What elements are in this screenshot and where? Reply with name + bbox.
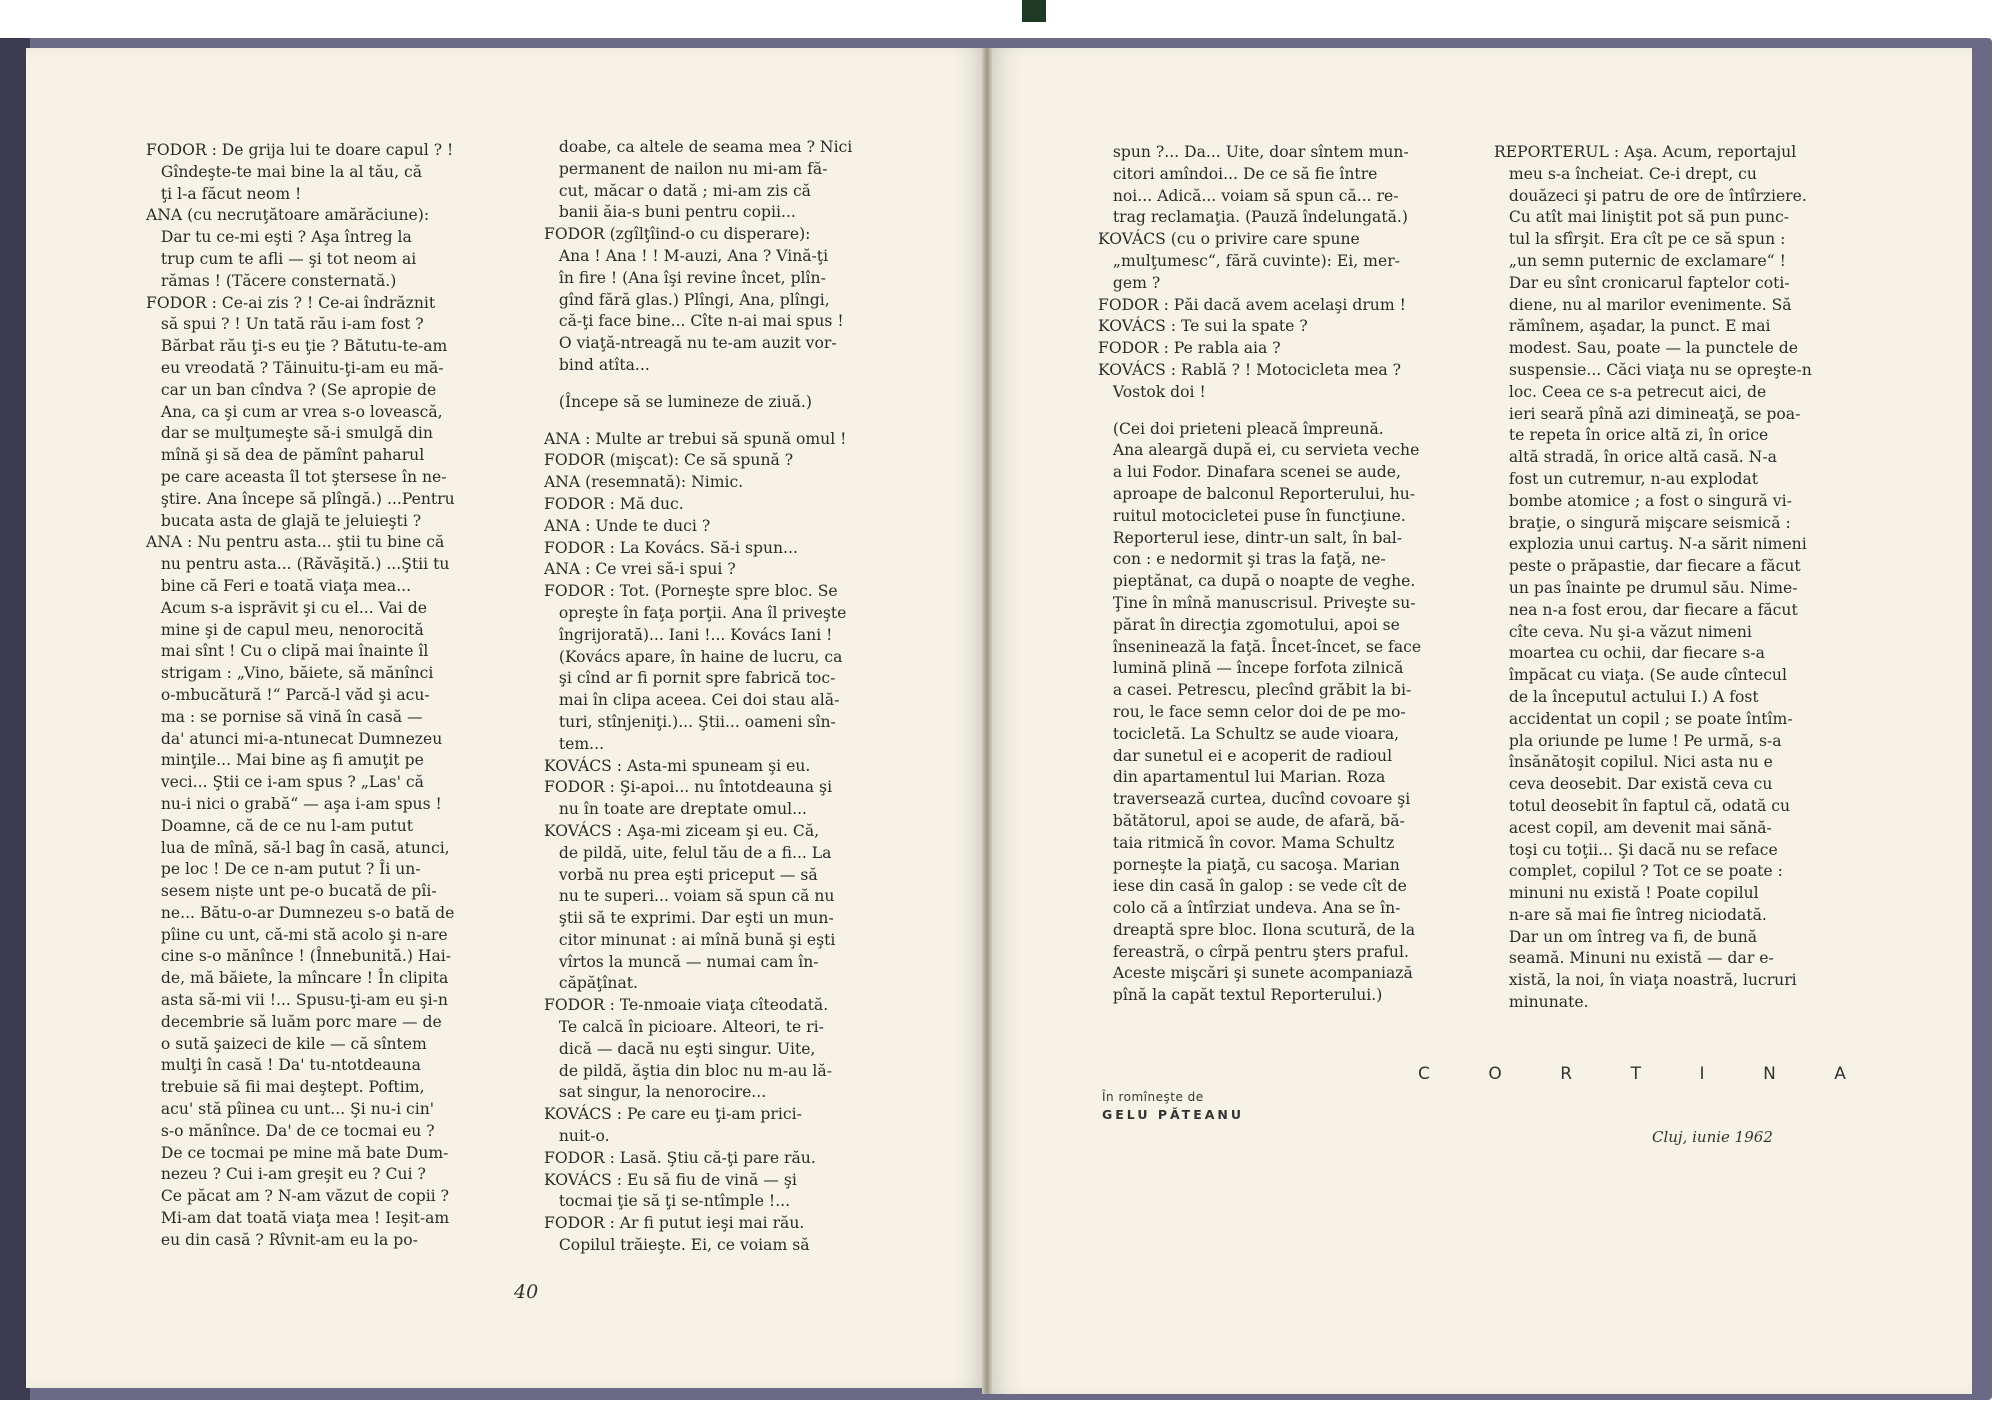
text-line: totul deosebit în faptul că, odată cu (1494, 796, 1790, 815)
text-line: ţi l-a făcut neom ! (146, 184, 302, 203)
text-line: de, mă băiete, la mîncare ! În clipita (146, 969, 449, 988)
text-line: ma : se pornise să vină în casă — (146, 707, 423, 726)
text-line: Vostok doi ! (1098, 382, 1206, 401)
text-line: cut, măcar o dată ; mi-am zis că (544, 181, 811, 200)
text-line: Gîndeşte-te mai bine la al tău, că (146, 162, 423, 181)
text-line: minţile... Mai bine aş fi amuţit pe (146, 751, 424, 770)
text-line: KOVÁCS : Rablă ? ! Motocicleta mea ? (1098, 360, 1401, 379)
text-line: Dar eu sînt cronicarul faptelor coti- (1494, 273, 1790, 292)
text-line: nuit-o. (544, 1127, 610, 1146)
text-line: nu te superi... voiam să spun că nu (544, 887, 835, 906)
text-line: meu s-a încheiat. Ce-i drept, cu (1494, 164, 1757, 183)
text-line: Ana, ca şi cum ar vrea s-o lovească, (146, 402, 443, 421)
text-line: da' atunci mi-a-ntunecat Dumnezeu (146, 729, 443, 748)
text-line: nu pentru asta... (Răvăşită.) ...Ştii tu (146, 555, 450, 574)
text-line: car un ban cîndva ? (Se apropie de (146, 380, 437, 399)
text-line: explozia unui cartuş. N-a sărit nimeni (1494, 535, 1807, 554)
cortina-letter: N (1763, 1064, 1776, 1084)
text-line: strigam : „Vino, băiete, să mănînci (146, 664, 434, 683)
cortina-letter: C (1418, 1064, 1430, 1084)
text-line: de pildă, uite, felul tău de a fi... La (544, 843, 832, 862)
text-line: ANA (resemnată): Nimic. (544, 473, 744, 492)
background-object (1022, 0, 1046, 22)
text-line: Aceste mişcări şi sunete acompaniază (1098, 964, 1413, 983)
text-line: trebuie să fii mai deştept. Poftim, (146, 1078, 425, 1097)
text-line: citor minunat : ai mînă bună şi eşti (544, 930, 836, 949)
text-line: xistă, la noi, în viaţa noastră, lucruri (1494, 971, 1797, 990)
text-line: loc. Ceea ce s-a petrecut aici, de (1494, 382, 1767, 401)
text-line: Mi-am dat toată viaţa mea ! Ieşit-am (146, 1209, 450, 1228)
text-line: KOVÁCS : Te sui la spate ? (1098, 317, 1308, 336)
text-line: Ţine în mînă manuscrisul. Priveşte su- (1098, 593, 1416, 612)
text-line: (Kovács apare, în haine de lucru, ca (544, 647, 843, 666)
text-line: FODOR : Mă duc. (544, 494, 684, 513)
text-line: mine şi de capul meu, nenorocită (146, 620, 424, 639)
text-line: bind atîta... (544, 355, 650, 374)
text-line: dar se mulţumeşte să-i smulgă din (146, 424, 433, 443)
text-line: permanent de nailon nu mi-am fă- (544, 159, 828, 178)
text-line: pe care aceasta îl tot ştersese în ne- (146, 467, 447, 486)
text-line: aproape de balconul Reporterului, hu- (1098, 484, 1416, 503)
text-line: ANA : Unde te duci ? (544, 516, 711, 535)
cortina-heading (1418, 1064, 1846, 1084)
text-line: ANA (cu necruţătoare amărăciune): (146, 206, 430, 225)
text-line: Dar tu ce-mi eşti ? Aşa întreg la (146, 228, 412, 247)
text-line: sat singur, la nenorocire... (544, 1083, 767, 1102)
text-line: fereastră, o cîrpă pentru şters praful. (1098, 942, 1409, 961)
text-line: mînă şi să dea de pămînt paharul (146, 446, 425, 465)
text-line: braţie, o singură mişcare seismică : (1494, 513, 1791, 532)
text-line: tocicletă. La Schultz se aude vioara, (1098, 724, 1400, 743)
text-line: împăcat cu viaţa. (Se aude cîntecul (1494, 666, 1787, 685)
text-line: diene, nu al marilor evenimente. Să (1494, 295, 1792, 314)
text-line: Doamne, că de ce nu l-am putut (146, 816, 414, 835)
text-line (1098, 404, 1443, 419)
text-line: pîine cu unt, că-mi stă acolo şi n-are (146, 925, 448, 944)
book-gutter (982, 48, 992, 1394)
text-line: FODOR : Tot. (Porneşte spre bloc. Se (544, 582, 838, 601)
text-line: gem ? (1098, 273, 1161, 292)
text-line: lumină plină — începe forfota zilnică (1098, 659, 1404, 678)
text-line: ştire. Ana începe să plîngă.) ...Pentru (146, 489, 455, 508)
text-line: FODOR : Ar fi putut ieşi mai rău. (544, 1214, 805, 1233)
text-line: opreşte în faţa porţii. Ana îl priveşte (544, 603, 847, 622)
translator-credit (1102, 1090, 1244, 1122)
text-line: să spui ? ! Un tată rău i-am fost ? (146, 315, 424, 334)
text-line: părat în direcţia zgomotului, apoi se (1098, 615, 1400, 634)
text-line: o-mbucătură !“ Parcă-l văd şi acu- (146, 685, 430, 704)
text-line: De ce tocmai pe mine mă bate Dum- (146, 1143, 449, 1162)
text-line: FODOR : La Kovács. Să-i spun... (544, 538, 798, 557)
text-line: traversează curtea, ducînd covoare şi (1098, 790, 1411, 809)
text-line: acu' stă pîinea cu unt... Şi nu-i cin' (146, 1100, 435, 1119)
text-line: Ce păcat am ? N-am văzut de copii ? (146, 1187, 449, 1206)
cortina-letter: T (1630, 1064, 1642, 1084)
text-line: toşi cu toţii... Şi dacă nu se reface (1494, 840, 1778, 859)
text-line: pla oriunde pe lume ! Pe urmă, s-a (1494, 731, 1782, 750)
text-line: ruitul motocicletei puse în funcţiune. (1098, 506, 1406, 525)
text-line: FODOR : Pe rabla aia ? (1098, 339, 1281, 358)
text-line: peste o prăpastie, dar fiecare a făcut (1494, 557, 1801, 576)
text-line: REPORTERUL : Aşa. Acum, reportajul (1494, 143, 1797, 161)
text-line: mai în clipa aceea. Cei doi stau ală- (544, 691, 840, 710)
text-line: porneşte la piaţă, cu sacoşa. Marian (1098, 855, 1400, 874)
text-line: însănătoşit copilul. Nici asta nu e (1494, 753, 1773, 772)
text-line: turi, stînjeniţi.)... Ştii... oameni sîn- (544, 712, 836, 731)
text-line: ANA : Nu pentru asta... ştii tu bine că (146, 533, 445, 552)
text-line: nezeu ? Cui i-am greşit eu ? Cui ? (146, 1165, 426, 1184)
text-line: mulţi în casă ! Da' tu-ntotdeauna (146, 1056, 421, 1075)
text-line: tem... (544, 734, 605, 753)
text-line: „un semn puternic de exclamare“ ! (1494, 251, 1786, 270)
text-line: Te calcă în picioare. Alteori, te ri- (544, 1018, 824, 1037)
text-line: tul la sfîrşit. Era cît pe ce să spun : (1494, 230, 1786, 249)
text-line: con : e nedormit şi tras la faţă, ne- (1098, 550, 1386, 569)
text-line: lua de mînă, să-l bag în casă, atunci, (146, 838, 450, 857)
text-line: căpăţînat. (544, 974, 638, 993)
text-line: FODOR : De grija lui te doare capul ? ! (146, 141, 454, 159)
text-line: că-ţi face bine... Cîte n-ai mai spus ! (544, 312, 844, 331)
text-line: altă stradă, în orice altă casă. N-a (1494, 448, 1777, 467)
text-line: (Cei doi prieteni pleacă împreună. (1098, 419, 1384, 438)
text-line: ANA : Multe ar trebui să spună omul ! (544, 429, 847, 448)
text-line (544, 377, 889, 392)
page-number: 40 (514, 1281, 539, 1303)
text-line: FODOR : Păi dacă avem acelaşi drum ! (1098, 295, 1406, 314)
text-line: banii ăia-s buni pentru copii... (544, 203, 796, 222)
text-line: Ana ! Ana ! ! M-auzi, Ana ? Vină-ţi (544, 246, 829, 265)
text-line: minuni nu există ! Poate copilul (1494, 884, 1759, 903)
text-line: Acum s-a isprăvit şi cu el... Vai de (146, 598, 427, 617)
text-line: colo că a întîrziat undeva. Ana se în- (1098, 899, 1401, 918)
text-line: rămas ! (Tăcere consternată.) (146, 271, 397, 290)
text-line: Bărbat rău ţi-s eu ţie ? Bătutu-te-am (146, 337, 448, 356)
text-line: eu vreodată ? Tăinuitu-ţi-am eu mă- (146, 358, 444, 377)
text-line: veci... Ştii ce i-am spus ? „Las' că (146, 773, 424, 792)
text-line: n-are să mai fie întreg niciodată. (1494, 905, 1767, 924)
text-line: (Începe să se lumineze de ziuă.) (544, 392, 812, 411)
text-line: dar sunetul ei e acoperit de radioul (1098, 746, 1393, 765)
text-line: şi cînd ar fi pornit spre fabrică toc- (544, 669, 836, 688)
text-column-2 (544, 137, 889, 1257)
text-line: s-o mănînce. Da' de ce tocmai eu ? (146, 1121, 435, 1140)
text-line: o sută şaizeci de kile — că sîntem (146, 1034, 427, 1053)
text-line: bombe atomice ; a fost o singură vi- (1494, 491, 1792, 510)
translator-name: GELU PĂTEANU (1102, 1107, 1245, 1122)
text-line: moartea cu ochii, dar fiecare s-a (1494, 644, 1765, 663)
text-line: KOVÁCS : Aşa-mi ziceam şi eu. Că, (544, 821, 820, 840)
text-line: complet, copilul ? Tot ce se poate : (1494, 862, 1783, 881)
text-line: iese din casă în galop : se vede cît de (1098, 877, 1407, 896)
text-line: ne... Bătu-o-ar Dumnezeu s-o bată de (146, 903, 455, 922)
dateline: Cluj, iunie 1962 (1652, 1128, 1773, 1146)
text-line: tocmai ţie să ţi se-ntîmple !... (544, 1192, 791, 1211)
text-line: trup cum te afli — şi tot neom ai (146, 249, 417, 268)
text-line: noi... Adică... voiam să spun că... re- (1098, 186, 1399, 205)
text-line: vorbă nu prea eşti priceput — să (544, 865, 818, 884)
text-line: FODOR : Şi-apoi... nu întotdeauna şi (544, 778, 833, 797)
text-line: „mulţumesc“, fără cuvinte): Ei, mer- (1098, 251, 1400, 270)
text-line: KOVÁCS : Asta-mi spuneam şi eu. (544, 756, 811, 775)
text-line: un pas înainte pe drumul său. Nime- (1494, 578, 1798, 597)
text-line: dreaptă spre bloc. Ilona scutură, de la (1098, 920, 1415, 939)
text-line: sesem niște unt pe-o bucată de pîi- (146, 882, 437, 901)
cortina-letter: A (1834, 1064, 1846, 1084)
text-line: trag reclamaţia. (Pauză îndelungată.) (1098, 208, 1408, 227)
text-line: Reporterul iese, dintr-un salt, în bal- (1098, 528, 1402, 547)
text-line: înseninează la faţă. Încet-încet, se face (1098, 637, 1422, 656)
translator-label: În romîneşte de (1102, 1090, 1204, 1104)
text-line: minunate. (1494, 993, 1589, 1012)
text-line: de la începutul actului I.) A fost (1494, 687, 1759, 706)
text-line: rou, le face semn celor doi de pe mo- (1098, 702, 1406, 721)
text-line: bătătorul, apoi se aude, de afară, bă- (1098, 811, 1405, 830)
text-line: doabe, ca altele de seama mea ? Nici (544, 138, 853, 156)
text-line: din apartamentul lui Marian. Roza (1098, 768, 1386, 787)
text-line: a lui Fodor. Dinafara scenei se aude, (1098, 463, 1401, 482)
text-line: Copilul trăieşte. Ei, ce voiam să (544, 1236, 810, 1255)
cortina-letter: O (1488, 1064, 1502, 1084)
text-line: modest. Sau, poate — la punctele de (1494, 339, 1798, 358)
text-line: KOVÁCS : Eu să fiu de vină — şi (544, 1170, 797, 1189)
text-column-4 (1494, 142, 1834, 1014)
text-line: asta să-mi vii !... Spusu-ţi-am eu şi-n (146, 991, 448, 1010)
text-line: eu din casă ? Rîvnit-am eu la po- (146, 1230, 418, 1249)
text-line (544, 414, 889, 429)
text-line: suspensie... Căci viaţa nu se opreşte-n (1494, 360, 1812, 379)
cortina-letter: R (1560, 1064, 1573, 1084)
text-line: FODOR : Lasă. Ştiu că-ţi pare rău. (544, 1148, 816, 1167)
text-line: ştii să te exprimi. Dar eşti un mun- (544, 909, 834, 928)
text-line: te repeta în orice altă zi, în orice (1494, 426, 1769, 445)
cortina-letter: I (1699, 1064, 1705, 1084)
text-line: Ana aleargă după ei, cu servieta veche (1098, 441, 1420, 460)
text-line: Dar un om întreg va fi, de bună (1494, 927, 1758, 946)
text-line: de pildă, ăştia din bloc nu m-au lă- (544, 1061, 832, 1080)
text-line: spun ?... Da... Uite, doar sîntem mun- (1098, 143, 1409, 161)
text-line: vîrtos la muncă — numai cam în- (544, 952, 819, 971)
text-line: taia ritmică în covor. Mama Schultz (1098, 833, 1395, 852)
text-column-1 (146, 140, 486, 1252)
text-line: nu-i nici o grabă“ — aşa i-am spus ! (146, 794, 442, 813)
text-line: FODOR : Ce-ai zis ? ! Ce-ai îndrăznit (146, 293, 436, 312)
text-line: citori amîndoi... De ce să fie între (1098, 164, 1378, 183)
text-line: douăzeci şi patru de ore de întîrziere. (1494, 186, 1807, 205)
text-line: nu în toate are dreptate omul... (544, 800, 807, 819)
text-line: ANA : Ce vrei să-i spui ? (544, 560, 736, 579)
text-line: acest copil, am devenit mai sănă- (1494, 818, 1772, 837)
text-line: cîte ceva. Nu şi-a văzut nimeni (1494, 622, 1752, 641)
text-line: rămînem, aşadar, la punct. E mai (1494, 317, 1771, 336)
text-line: pieptănat, ca după o noapte de veghe. (1098, 572, 1416, 591)
text-line: îngrijorată)... Iani !... Kovács Iani ! (544, 625, 833, 644)
text-line: ceva deosebit. Dar există ceva cu (1494, 775, 1773, 794)
text-line: dică — dacă nu eşti singur. Uite, (544, 1039, 816, 1058)
text-line: seamă. Minuni nu există — dar e- (1494, 949, 1774, 968)
text-line: bine că Feri e toată viaţa mea... (146, 576, 412, 595)
text-column-3 (1098, 142, 1443, 1007)
text-line: KOVÁCS : Pe care eu ţi-am prici- (544, 1105, 802, 1124)
text-line: bucata asta de glajă te jeluieşti ? (146, 511, 422, 530)
text-line: decembrie să luăm porc mare — de (146, 1012, 442, 1031)
text-line: KOVÁCS (cu o privire care spune (1098, 230, 1360, 249)
text-line: O viaţă-ntreagă nu te-am auzit vor- (544, 334, 837, 353)
text-line: nea n-a fost erou, dar fiecare a făcut (1494, 600, 1798, 619)
text-line: în fire ! (Ana îşi revine încet, plîn- (544, 268, 826, 287)
text-line: mai sînt ! Cu o clipă mai înainte îl (146, 642, 429, 661)
text-line: a casei. Petrescu, plecînd grăbit la bi- (1098, 681, 1412, 700)
text-line: fost un cutremur, n-au explodat (1494, 469, 1759, 488)
text-line: accidentat un copil ; se poate întîm- (1494, 709, 1793, 728)
text-line: FODOR (mişcat): Ce să spună ? (544, 451, 794, 470)
text-line: gînd fără glas.) Plîngi, Ana, plîngi, (544, 290, 830, 309)
text-line: ieri seară pînă azi dimineaţă, se poa- (1494, 404, 1801, 423)
text-line: FODOR (zgîlţîind-o cu disperare): (544, 225, 811, 244)
text-line: pînă la capăt textul Reporterului.) (1098, 986, 1383, 1005)
text-line: pe loc ! De ce n-am putut ? Îi un- (146, 860, 421, 879)
text-line: Cu atît mai liniştit pot să pun punc- (1494, 208, 1790, 227)
text-line: FODOR : Te-nmoaie viaţa cîteodată. (544, 996, 829, 1015)
text-line: cine s-o mănînce ! (Înnebunită.) Hai- (146, 947, 452, 966)
